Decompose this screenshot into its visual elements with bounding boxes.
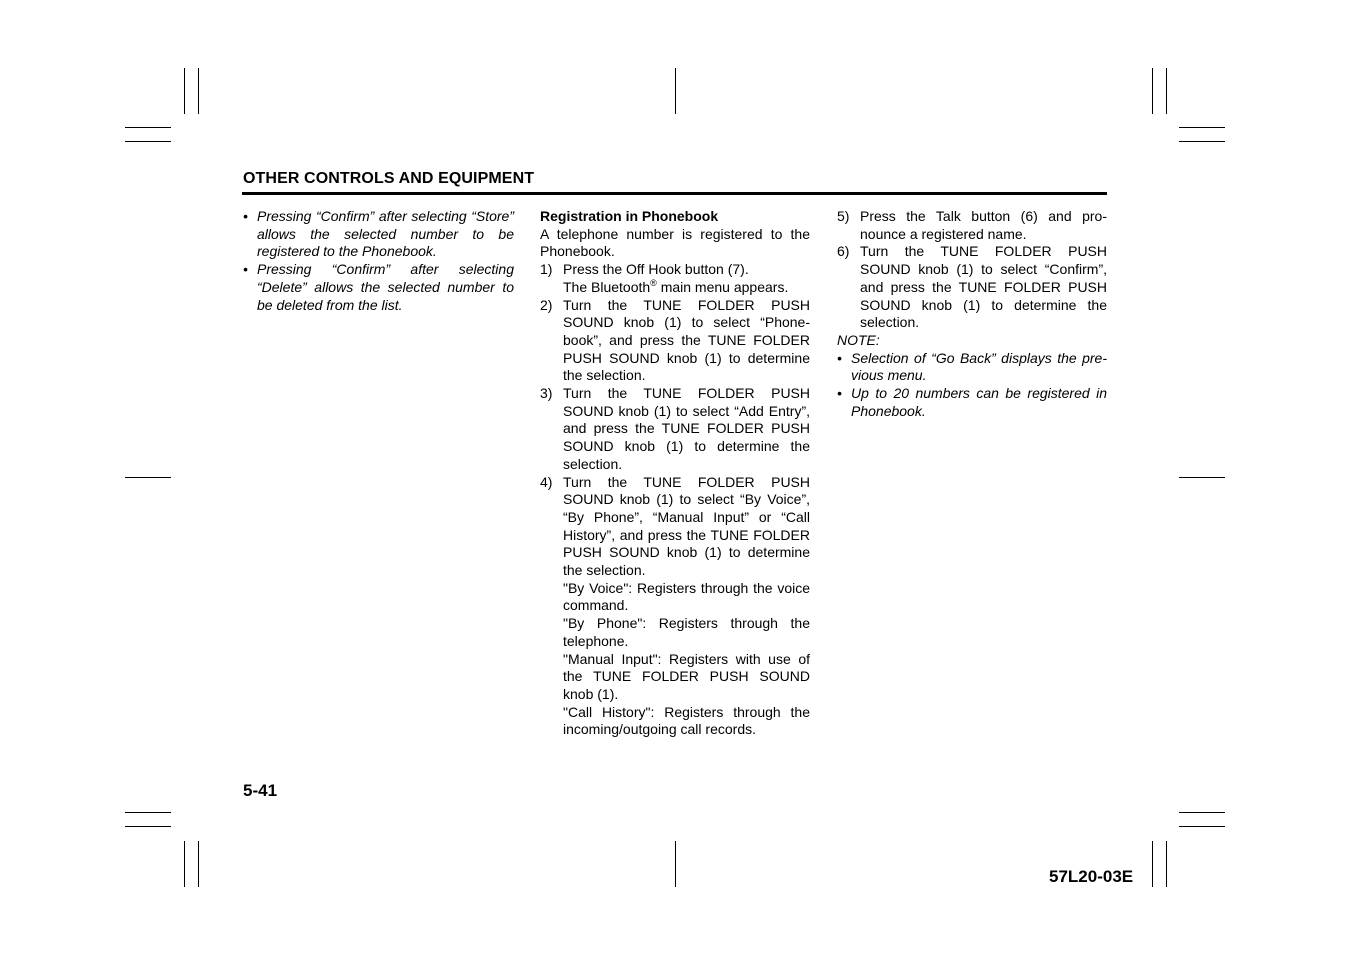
section-rule	[242, 192, 1107, 195]
subsection-heading: Registration in Phonebook	[540, 208, 719, 224]
step-text-part: The Bluetooth	[563, 278, 651, 295]
crop-mark	[1179, 477, 1225, 478]
option-description: "Call History": Registers through the incoming/outgoing call records.	[563, 703, 810, 738]
list-item	[243, 208, 514, 261]
bullet-symbol: •	[837, 349, 842, 366]
document-code: 57L20-03E	[1049, 867, 1134, 886]
step-number: 6)	[837, 243, 850, 260]
note-label: NOTE:	[837, 331, 880, 348]
step-item	[540, 297, 810, 386]
step-text: Turn the TUNE FOLDER PUSH SOUND knob (1) to select “Add Entry”, and press the TUNE FOLDER PUSH SOUND knob (1) to determine the selection.	[563, 385, 810, 472]
bullet-text: Pressing “Confirm” after selecting “Store” allows the selected number to be registered to the Phonebook.	[257, 208, 514, 260]
step-item	[837, 208, 1107, 243]
column-middle	[540, 208, 810, 739]
crop-mark	[125, 477, 171, 478]
intro-paragraph: A telephone number is registered to the Phonebook.	[540, 225, 810, 260]
crop-mark	[1179, 812, 1225, 813]
step-text-part: main menu appears.	[656, 278, 789, 295]
step-text: Turn the TUNE FOLDER PUSH SOUND knob (1) to select “Confirm”, and press the TUNE FOLDER PUSH SOUND knob (1) to determine the selection.	[860, 243, 1107, 331]
crop-mark	[675, 841, 676, 887]
note-item	[837, 385, 1107, 420]
note-item	[837, 350, 1107, 385]
list-item	[243, 261, 514, 314]
step-text	[563, 279, 810, 297]
crop-mark	[125, 141, 171, 142]
crop-mark	[1166, 841, 1167, 887]
step-item	[837, 243, 1107, 332]
step-item	[540, 385, 810, 474]
step-number: 3)	[540, 385, 553, 402]
crop-mark	[1179, 127, 1225, 128]
crop-mark	[1166, 68, 1167, 114]
crop-mark	[125, 826, 171, 827]
crop-mark	[198, 841, 199, 887]
option-description: "By Phone": Registers through the telephone.	[563, 615, 810, 649]
step-number: 1)	[540, 261, 553, 278]
crop-mark	[1152, 841, 1153, 887]
bullet-symbol: •	[243, 261, 248, 278]
registered-mark: ®	[650, 277, 657, 288]
crop-mark	[675, 68, 676, 114]
step-item	[540, 474, 810, 740]
note-text: Selection of “Go Back” displays the pre-vious menu.	[851, 349, 1107, 384]
column-right	[837, 208, 1107, 420]
crop-mark	[198, 68, 199, 114]
crop-mark	[125, 127, 171, 128]
step-number: 2)	[540, 296, 553, 313]
bullet-text: Pressing “Confirm” after selecting “Delete” allows the selected number to be deleted from the list.	[257, 261, 514, 313]
crop-mark	[1179, 826, 1225, 827]
option-description: "Manual Input": Registers with use of the TUNE FOLDER PUSH SOUND knob (1).	[563, 650, 810, 702]
step-number: 4)	[540, 473, 553, 490]
crop-mark	[1152, 68, 1153, 114]
section-title: OTHER CONTROLS AND EQUIPMENT	[243, 170, 535, 187]
step-text: Turn the TUNE FOLDER PUSH SOUND knob (1) to select “By Voice”, “By Phone”, “Manual Input” or “Call History”, and press the TUNE FOLDER PUSH SOUND knob (1) to determine the selection.	[563, 473, 810, 579]
page-number: 5-41	[243, 781, 278, 800]
step-number: 5)	[837, 208, 850, 224]
bullet-symbol: •	[837, 385, 842, 402]
crop-mark	[125, 812, 171, 813]
option-description: "By Voice": Registers through the voice command.	[563, 579, 810, 614]
step-text: Press the Talk button (6) and pro-nounce a registered name.	[860, 208, 1107, 242]
step-text: Turn the TUNE FOLDER PUSH SOUND knob (1) to select “Phone-book”, and press the TUNE FOLDER PUSH SOUND knob (1) to determine the selection.	[563, 296, 810, 384]
bullet-symbol: •	[243, 208, 248, 224]
step-text: Press the Off Hook button (7).	[563, 261, 749, 278]
column-left	[243, 208, 514, 314]
crop-mark	[1179, 141, 1225, 142]
crop-mark	[184, 68, 185, 114]
crop-mark	[184, 841, 185, 887]
note-text: Up to 20 numbers can be registered in Phonebook.	[851, 385, 1107, 419]
step-item	[540, 261, 810, 296]
